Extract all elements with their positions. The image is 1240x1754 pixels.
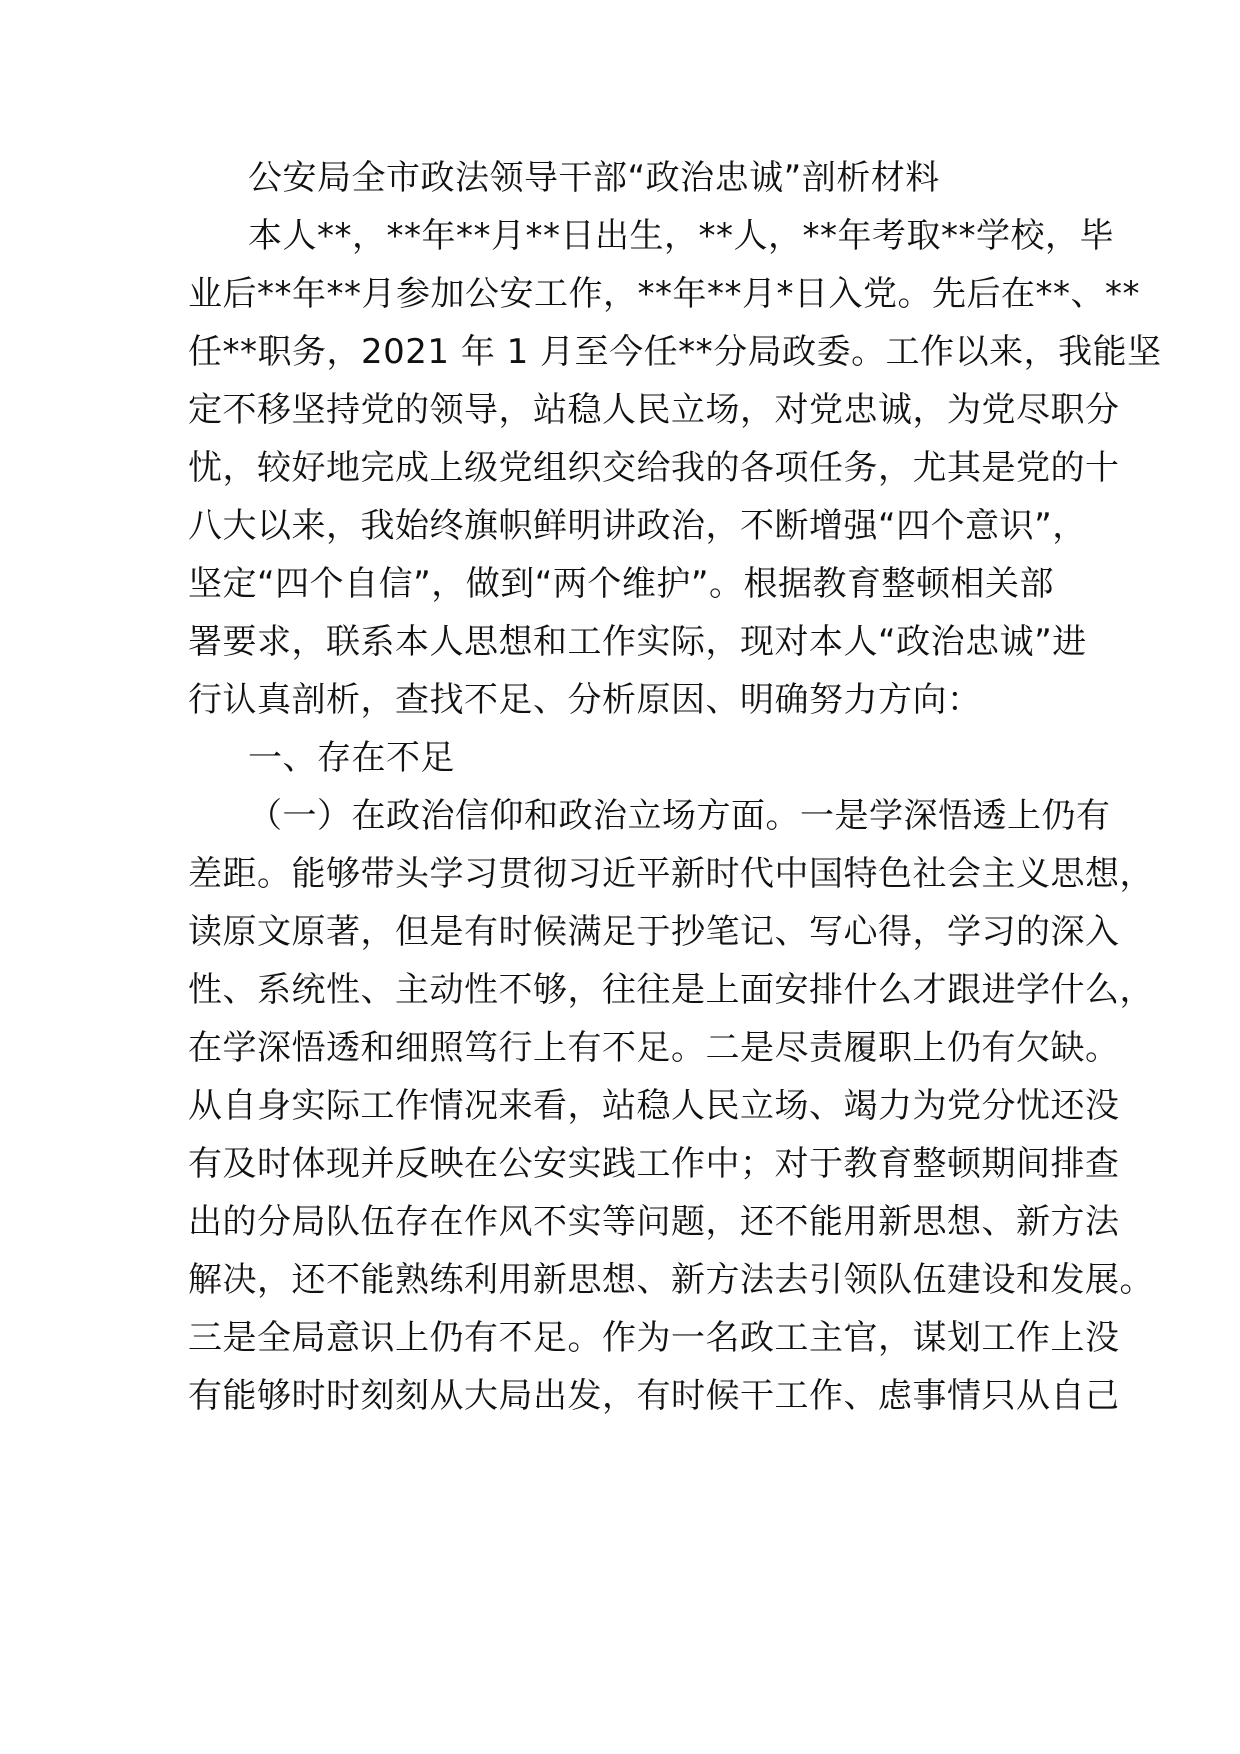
document-title: 公安局全市政法领导干部“政治忠诚”剖析材料 xyxy=(248,158,940,198)
body-line: 定不移坚持党的领导，站稳人民立场，对党忠诚，为党尽职分 xyxy=(188,390,1120,430)
body-line: 忧，较好地完成上级党组织交给我的各项任务，尤其是党的十 xyxy=(188,448,1120,488)
section-heading: 一、存在不足 xyxy=(248,738,455,778)
body-line: 任**职务，2021 年 1 月至今任**分局政委。工作以来，我能坚 xyxy=(188,332,1162,372)
body-line: 业后**年**月参加公安工作，**年**月*日入党。先后在**、** xyxy=(188,274,1140,314)
body-line: 有能够时时刻刻从大局出发，有时候干工作、虑事情只从自己 xyxy=(188,1376,1120,1416)
body-line: 三是全局意识上仍有不足。作为一名政工主官，谋划工作上没 xyxy=(188,1318,1120,1358)
body-line: 有及时体现并反映在公安实践工作中；对于教育整顿期间排查 xyxy=(188,1144,1120,1184)
body-line: （一）在政治信仰和政治立场方面。一是学深悟透上仍有 xyxy=(248,796,1111,836)
body-line: 署要求，联系本人思想和工作实际，现对本人“政治忠诚”进 xyxy=(188,622,1087,662)
body-line: 八大以来，我始终旗帜鲜明讲政治，不断增强“四个意识”， xyxy=(188,506,1087,546)
body-line: 性、系统性、主动性不够，往往是上面安排什么才跟进学什么， xyxy=(188,970,1154,1010)
body-line: 坚定“四个自信”，做到“两个维护”。根据教育整顿相关部 xyxy=(188,564,1054,604)
body-line: 从自身实际工作情况来看，站稳人民立场、竭力为党分忧还没 xyxy=(188,1086,1120,1126)
body-line: 差距。能够带头学习贯彻习近平新时代中国特色社会主义思想， xyxy=(188,854,1154,894)
body-line: 读原文原著，但是有时候满足于抄笔记、写心得，学习的深入 xyxy=(188,912,1120,952)
body-line: 在学深悟透和细照笃行上有不足。二是尽责履职上仍有欠缺。 xyxy=(188,1028,1120,1068)
body-line: 行认真剖析，查找不足、分析原因、明确努力方向： xyxy=(188,680,982,720)
body-line: 本人**，**年**月**日出生，**人，**年考取**学校，毕 xyxy=(248,216,1114,256)
body-line: 出的分局队伍存在作风不实等问题，还不能用新思想、新方法 xyxy=(188,1202,1120,1242)
body-line: 解决，还不能熟练利用新思想、新方法去引领队伍建设和发展。 xyxy=(188,1260,1154,1300)
